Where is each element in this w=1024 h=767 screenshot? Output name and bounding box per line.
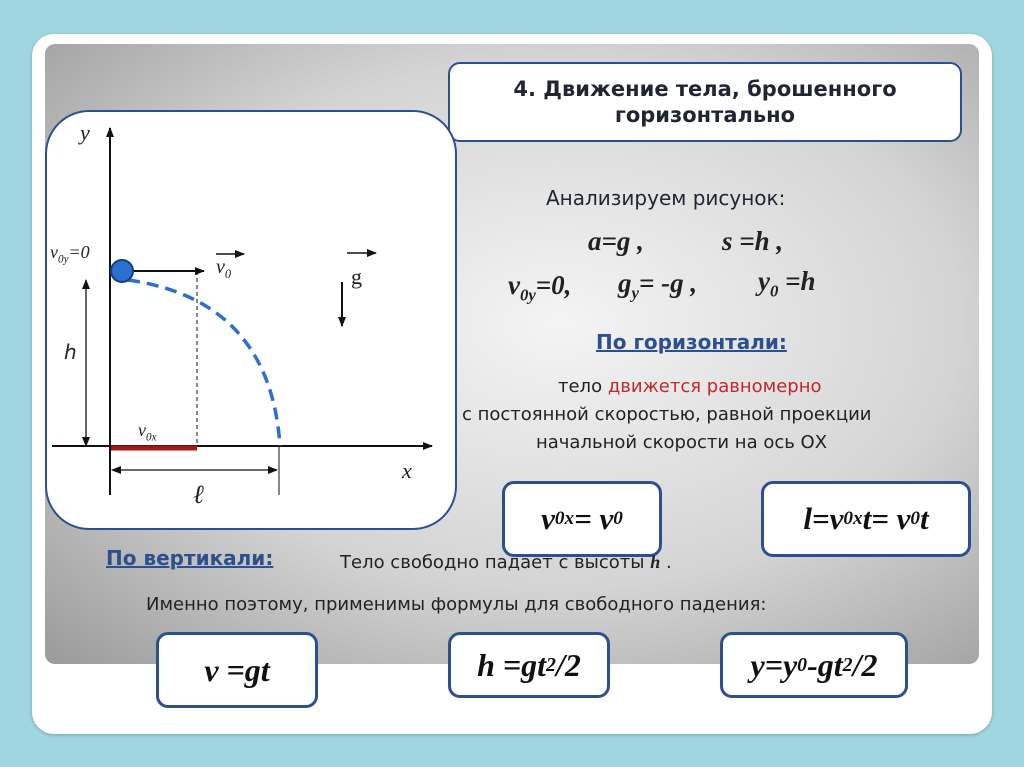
v0-label-sub: 0 [224, 267, 232, 281]
horizontal-line-1-a: тело [558, 376, 608, 397]
v0y-tail: =0, [535, 270, 572, 300]
vertical-line-2: Именно поэтому, применимы формулы для свободного падения: [146, 594, 767, 615]
formula-l-sub2: 0 [910, 508, 921, 529]
v0y-equals-zero [508, 270, 571, 305]
horizontal-line-2: с постоянной скоростью, равной проекции [462, 404, 872, 425]
v0y-label-sub: 0y [58, 253, 69, 266]
y0-equals-h [758, 266, 816, 301]
v0x-label [138, 420, 157, 444]
formula-y-sub: 0 [797, 653, 808, 676]
s-equals-h: s =h , [722, 226, 784, 256]
formula-h [448, 632, 610, 698]
y0-sub: 0 [769, 281, 779, 301]
formula-l-sub: 0x [843, 508, 863, 529]
v0y-sub: 0y [519, 285, 536, 305]
formula-l [761, 481, 971, 557]
formula-v0x-sub: 0x [554, 508, 575, 529]
l-label: ℓ [193, 480, 204, 509]
title-line-2: горизонтально [614, 103, 796, 127]
x-axis-label: x [402, 458, 412, 483]
gy-g: g [618, 268, 632, 298]
y0-tail: =h [778, 266, 816, 296]
h-label: h [64, 340, 77, 364]
v0x-label-v: v [138, 420, 146, 440]
vertical-text [340, 552, 672, 573]
formula-l-c: t [920, 501, 929, 536]
y0-y: y [758, 266, 770, 296]
v0y-label [50, 242, 90, 266]
vertical-text-h: h [650, 552, 661, 572]
formula-v-gt-text: v =gt [204, 651, 270, 688]
vertical-heading: По вертикали: [106, 546, 274, 570]
v0-label-v: v [216, 256, 225, 278]
v0-label [216, 256, 231, 282]
formula-y-c: /2 [852, 646, 878, 683]
ball [111, 260, 133, 282]
gy-sub: y [631, 283, 639, 303]
horizontal-line-1-b: движется равномерно [607, 376, 822, 397]
formula-l-b: t= v [862, 501, 911, 536]
formula-v0x-sub2: 0 [613, 508, 623, 529]
formula-y-a: y=y [750, 646, 798, 683]
gy-tail: = -g , [638, 268, 698, 298]
formula-y-sup: 2 [842, 653, 853, 676]
formula-y [720, 632, 908, 698]
analyze-intro: Анализируем рисунок: [546, 186, 786, 210]
v0y-label-tail: =0 [68, 242, 90, 262]
horizontal-line-3: начальной скорости на ось ОХ [536, 432, 828, 453]
y-axis-label: y [80, 120, 90, 145]
formula-h-a: h =gt [477, 646, 547, 683]
formula-v0x-b: = v [574, 501, 614, 536]
title-line-1: 4. Движение тела, брошенного [513, 76, 897, 101]
formula-v0x [502, 481, 662, 557]
formula-h-sup: 2 [546, 653, 556, 676]
horizontal-heading: По горизонтали: [596, 330, 787, 354]
formula-l-a: l=v [803, 501, 844, 536]
v0x-label-sub: 0x [146, 431, 157, 444]
formula-v0x-a: v [541, 501, 555, 536]
gy-equals-minus-g [618, 268, 697, 303]
v0y-v: v [508, 270, 520, 300]
vertical-text-end: . [660, 552, 672, 573]
vertical-text-a: Тело свободно падает с высоты [340, 552, 651, 573]
horizontal-line-1 [558, 376, 822, 397]
formula-h-b: /2 [555, 646, 581, 683]
formula-y-b: -gt [807, 646, 843, 683]
v0y-label-v: v [50, 242, 58, 262]
a-equals-g: a=g , [588, 226, 644, 256]
formula-v-gt [156, 632, 318, 708]
g-label: g [351, 264, 362, 289]
